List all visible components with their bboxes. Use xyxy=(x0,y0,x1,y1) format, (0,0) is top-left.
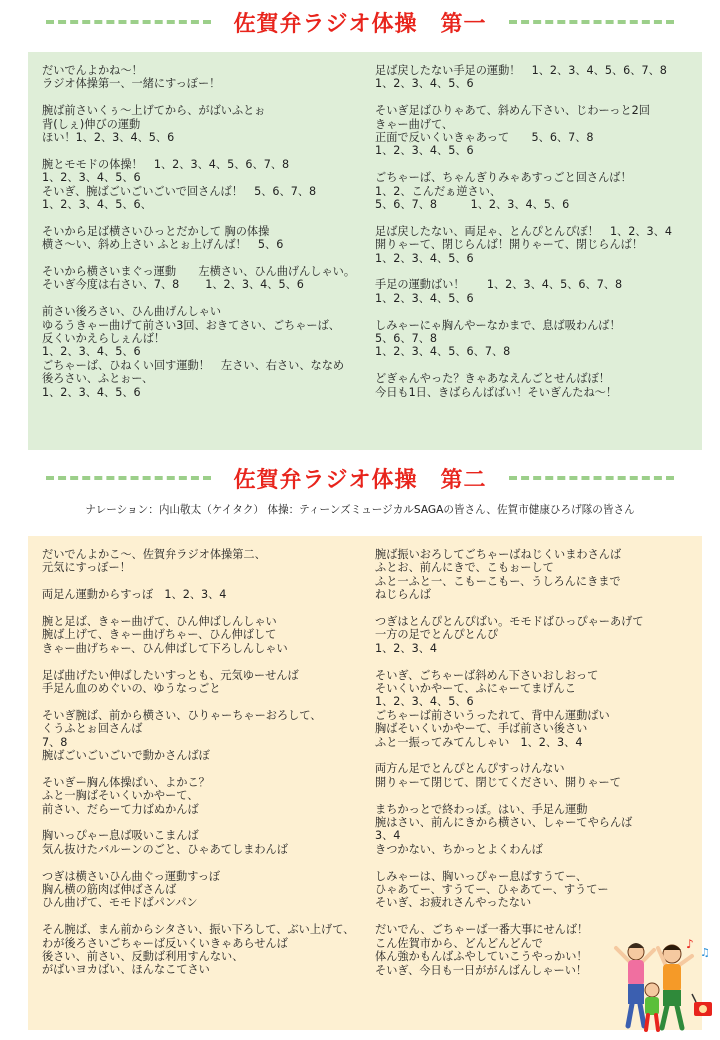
dashed-divider-right xyxy=(509,20,674,24)
lyrics-paragraph: だいでん、ごちゃーば一番大事にせんば！ こん佐賀市から、どんどんどんで 体ん強かもんばふやしていこうやっかい！ そいぎ、今日も一日ががんばんしゃーい！ xyxy=(375,923,589,977)
lyrics-paragraph: そいぎ腕ば、前から横さい、ひりゃーちゃーおろして、 くうふとぉ回さんば 7、8 腕ばごいごいごいで動かさんばぼ xyxy=(42,708,322,763)
lyrics-paragraph: 両足ん運動からすっぼ 1、2、3、4 xyxy=(42,588,227,602)
lyrics-paragraph: そいぎ足ばひりゃあて、斜めん下さい、じわーっと2回 きゃー曲げて、 正面で反いくいきゃあって 5、6、7、8 1、2、3、4、5、6 xyxy=(375,104,650,158)
lyrics-paragraph: そいから横さいまぐっ運動 左横さい、ひん曲げんしゃい。 そいぎ今度は右さい、7、8 1、2、3、4、5、6 xyxy=(42,265,356,292)
lyrics-paragraph: そいから足ば横さいひっとだかして 胸の体操 横さ～い、斜め上さい ふとぉ上げんば！ 5、6 xyxy=(42,224,284,252)
section1-lyrics-box xyxy=(28,52,702,450)
lyrics-paragraph: どぎゃんやった？きゃあなえんごとせんばぼ！ 今日も1日、きばらんばばい！そいぎんたね～！ xyxy=(375,372,618,399)
lyrics-paragraph: 胸いっぴゃー息ば吸いこまんば 気ん抜けたバルーンのごと、ひゃあてしまわんば xyxy=(42,829,288,856)
lyrics-paragraph: 腕と足ば、きゃー曲げて、ひん伸ばしんしゃい 腕ば上げて、きゃー曲げちゃー、ひん伸ばして きゃー曲げちゃー、ひん伸ばして下ろしんしゃい xyxy=(42,615,288,655)
music-note-icon: ♫ xyxy=(700,946,710,959)
narration-credits: ナレーション：内山敬太（ケイタク） 体操：ティーンズミュージカルSAGAの皆さん、佐賀市健康ひろげ隊の皆さん xyxy=(85,504,635,516)
lyrics-paragraph: 腕ば前さいくぅ～上げてから、がばいふとぉ 背(しぇ)伸びの運動 ほい！1、2、3、4、5、6 xyxy=(42,104,266,145)
lyrics-paragraph: 前さい後ろさい、ひん曲げんしゃい ゆるうきゃー曲げて前さい3回、おきてさい、ごちゃーば、 反くいかえらしぇんば！ 1、2、3、4、5、6 ごちゃーば、ひねくい回す運動！ 左さい、右さい、ななめ 後ろさい、ふとぉー、 1、2、3、4、5、6 xyxy=(42,305,345,399)
lyrics-paragraph: だいでんよかね～！ ラジオ体操第一、一緒にすっぼー！ xyxy=(42,64,221,91)
lyrics-paragraph: つぎは横さいひん曲ぐっ運動すっぼ 胸ん横の筋肉ば伸ばさんば ひん曲げて、モモドばパンパン xyxy=(42,869,221,910)
lyrics-paragraph: 足ば戻したない、両足ゃ、とんぴとんぴぼ！ 1、2、3、4 開りゃーて、閉じらんば！開りゃーて、閉じらんば！ 1、2、3、4、5、6 xyxy=(375,224,672,265)
dashed-divider-left xyxy=(46,476,211,480)
lyrics-paragraph: そいぎ、ごちゃーば斜めん下さいおしおって そいくいかやーて、ふにゃーてまげんこ 1、2、3、4、5、6 ごちゃーば前さいうったれて、背中ん運動ばい 胸ばそいくいかやーて、手ば前さい後さい ふと一振ってみてんしゃい 1、2、3、4 xyxy=(375,668,610,749)
lyrics-paragraph: 腕ば振いおろしてごちゃーばねじくいまわさんば ふとお、前んにきで、こもぉーして ふと一ふと一、こもーこもー、うしろんにきまで ねじらんば xyxy=(375,548,622,602)
section2-title: 佐賀弁ラジオ体操 第二 xyxy=(233,467,487,493)
lyrics-paragraph: つぎはとんぴとんぴばい。モモドばひっぴゃーあげて 一方の足でとんぴとんぴ 1、2、3、4 xyxy=(375,615,644,655)
lyrics-paragraph: しみゃーは、胸いっぴゃー息ばすうてー、 ひゃあてー、すうてー、ひゃあてー、すうてー そいぎ、お疲れさんやったない xyxy=(375,869,609,910)
lyrics-paragraph: しみゃーにゃ胸んやーなかまで、息ば吸わんば！ 5、6、7、8 1、2、3、4、5、6、7、8 xyxy=(375,318,621,359)
dashed-divider-right xyxy=(509,476,674,480)
section2-header xyxy=(0,458,720,498)
lyrics-paragraph: 足ば戻したない手足の運動！ 1、2、3、4、5、6、7、8 1、2、3、4、5、6 xyxy=(375,64,667,91)
lyrics-paragraph: 腕とモモドの体操！ 1、2、3、4、5、6、7、8 1、2、3、4、5、6 そいぎ、腕ばごいごいごいで回さんば！ 5、6、7、8 1、2、3、4、5、6、 xyxy=(42,157,317,212)
lyrics-paragraph: まちかっとで終わっぼ。はい、手足ん運動 腕はさい、前んにきから横さい、しゃーてやらんば 3、4 きつかない、ちかっとよくわんば xyxy=(375,802,633,856)
lyrics-paragraph: だいでんよかこ～、佐賀弁ラジオ体操第二、 元気にすっぼー！ xyxy=(42,548,266,575)
lyrics-paragraph: ごちゃーば、ちゃんぎりみゃあすっごと回さんば！ 1、2、こんだぁ逆さい、 5、6、7、8 1、2、3、4、5、6 xyxy=(375,171,632,212)
lyrics-paragraph: 両方ん足でとんぴとんぴすっけんない 開りゃーて閉じて、閉じてください、開りゃーて xyxy=(375,762,621,789)
lyrics-paragraph: 手足の運動ばい！ 1、2、3、4、5、6、7、8 1、2、3、4、5、6 xyxy=(375,278,623,305)
section1-header xyxy=(0,2,720,42)
section2-lyrics-box xyxy=(28,536,702,1030)
section1-title: 佐賀弁ラジオ体操 第一 xyxy=(233,11,487,37)
exercising-family-illustration xyxy=(608,926,716,1034)
section2-left-column xyxy=(42,548,365,1030)
dashed-divider-left xyxy=(46,20,211,24)
section1-right-column xyxy=(365,64,688,450)
lyrics-paragraph: そいぎー胸ん体操ばい、よかこ？ ふと一胸ばそいくいかやーて、 前さい、だらーて力ばぬかんば xyxy=(42,775,210,816)
section1-left-column xyxy=(42,64,365,450)
lyrics-paragraph: そん腕ば、まん前からシタさい、振い下ろして、ぶい上げて、 わが後ろさいごちゃーば反いくいきゃあらせんば 後さい、前さい、反動ば利用すんない、 がばいヨカばい、ほんなこてさい xyxy=(42,923,355,977)
music-note-icon: ♪ xyxy=(686,937,694,951)
lyrics-paragraph: 足ば曲げたい伸ばしたいすっとも、元気ゆーせんば 手足ん血のめぐいの、ゆうなっごと xyxy=(42,668,299,696)
